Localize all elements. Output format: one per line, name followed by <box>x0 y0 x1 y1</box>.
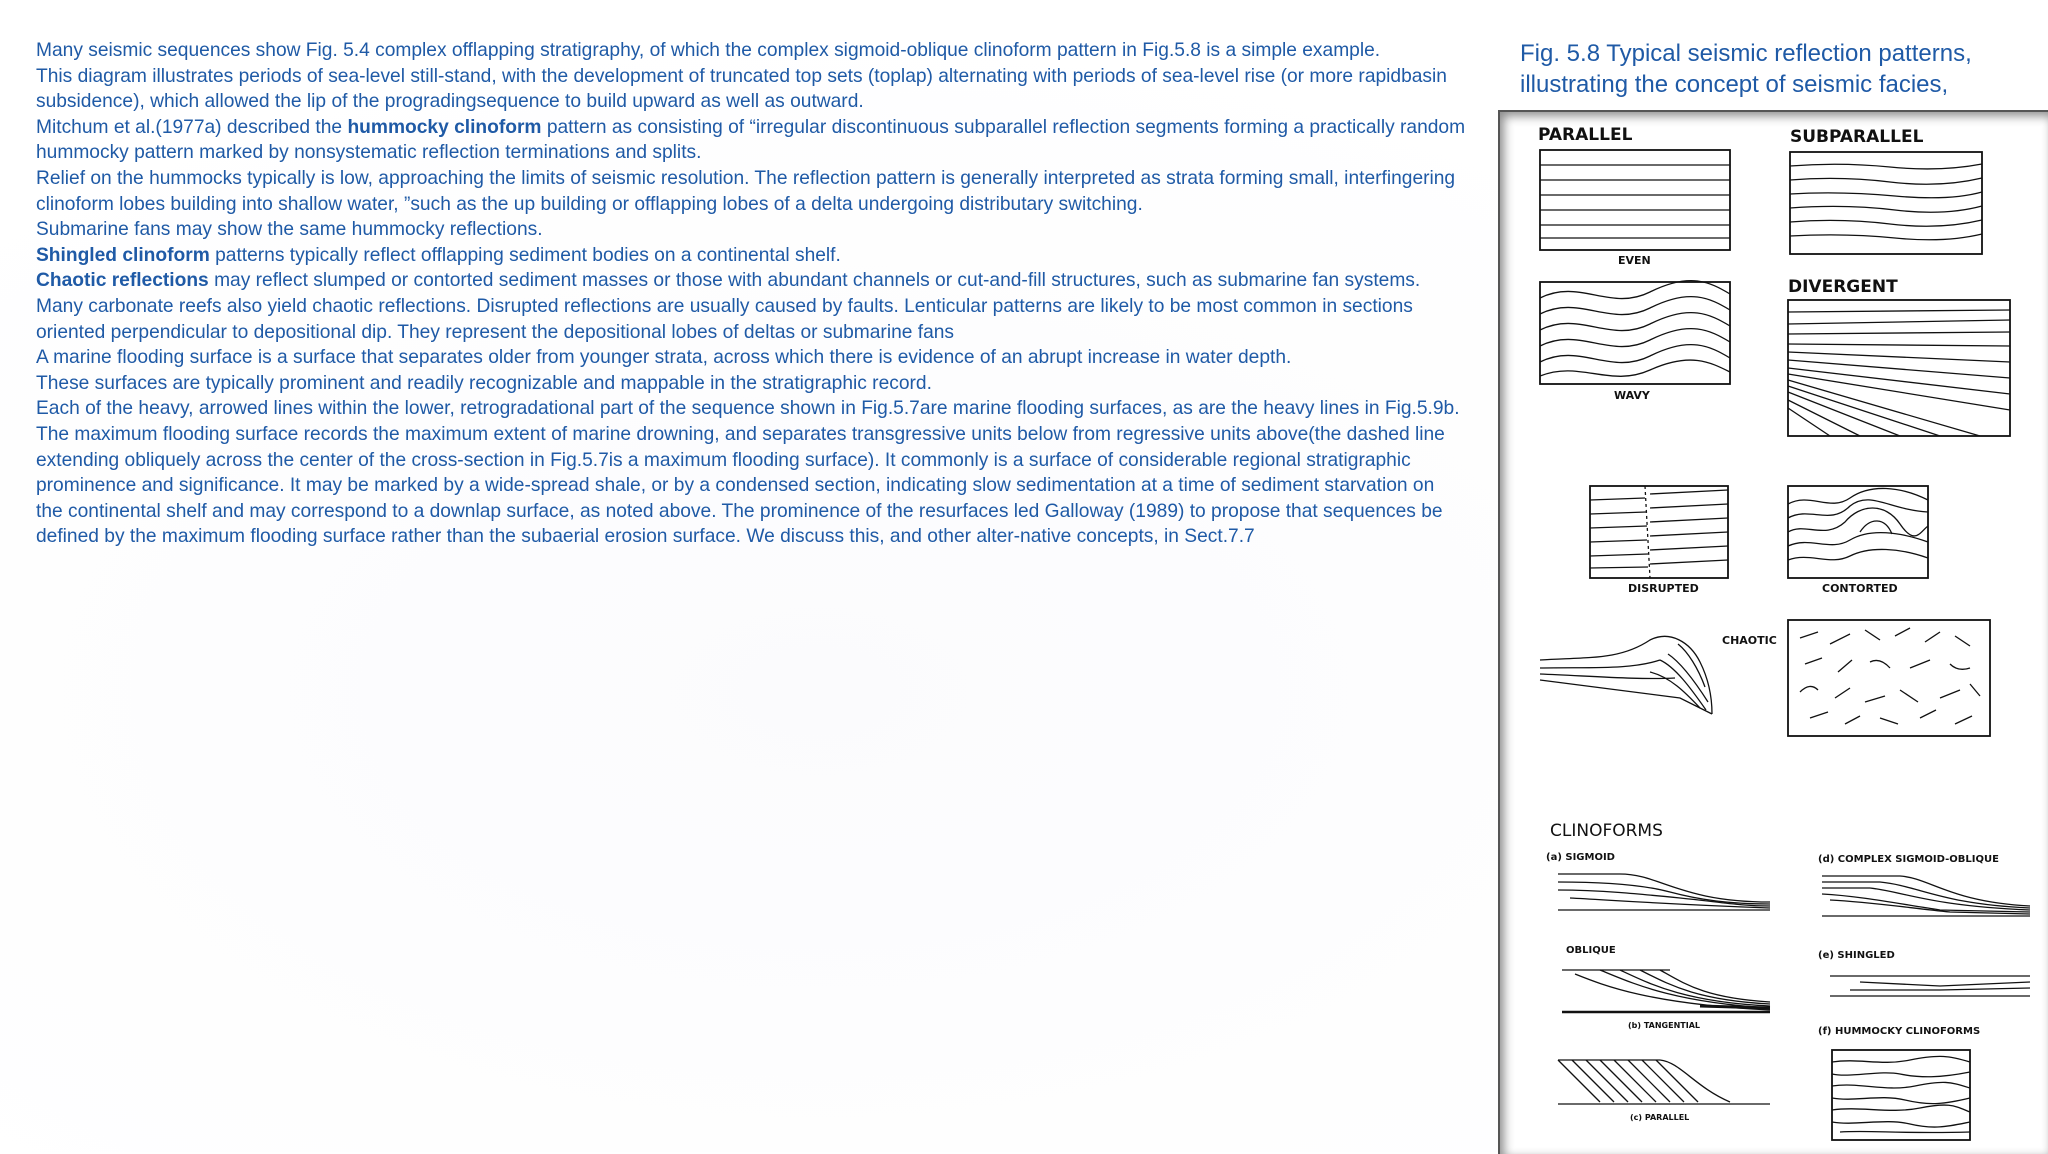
label-divergent: DIVERGENT <box>1788 277 1898 297</box>
figure-caption <box>1520 38 2020 100</box>
label-subparallel: SUBPARALLEL <box>1790 127 1924 147</box>
sigmoid-clinoform <box>1558 874 1770 910</box>
label-hummocky-clinoforms: (f) HUMMOCKY CLINOFORMS <box>1818 1026 1981 1037</box>
label-parallel-clinoform: (c) PARALLEL <box>1630 1113 1690 1122</box>
label-parallel: PARALLEL <box>1538 125 1633 145</box>
paragraph: This diagram illustrates periods of sea-level still-stand, with the development of truncated top sets (toplap) alternating with periods of sea-level rise (or more rapidbasin subsidence), which allowed the lip of the progradingsequence to build upward as well as outward. <box>36 65 1447 113</box>
label-clinoforms: CLINOFORMS <box>1550 821 1663 841</box>
paragraph: A marine flooding surface is a surface that separates older from younger strata, across which there is evidence of an abrupt increase in water depth. <box>36 347 1292 369</box>
paragraph: Each of the heavy, arrowed lines within the lower, retrogradational part of the sequence shown in Fig.5.7are marine flooding surfaces, as are the heavy lines in Fig.5.9b. The maximum flooding surface records the maximum extent of marine drowning, and separates transgressive units below from regressive units above(the dashed line extending obliquely across the center of the cross-section in Fig.5.7is a maximum flooding surface). It commonly is a surface of considerable regional stratigraphic prominence and significance. It may be marked by a wide-spread shale, or by a condensed section, indicating slow sedimentation at a time of sediment starvation on the continental shelf and may correspond to a downlap surface, as noted above. The prominence of the resurfaces led Galloway (1989) to propose that sequences be defined by the maximum flooding surface rather than the subaerial erosion surface. We discuss this, and other alter-native concepts, in Sect.7.7 <box>36 398 1460 548</box>
term-shingled-clinoform: Shingled clinoform <box>36 244 210 266</box>
chaotic-panel <box>1788 620 1990 736</box>
parallel-panel <box>1540 150 1730 250</box>
label-chaotic: CHAOTIC <box>1722 634 1777 647</box>
paragraph: Submarine fans may show the same hummocky reflections. <box>36 219 543 241</box>
label-shingled: (e) SHINGLED <box>1818 950 1895 961</box>
label-wavy: WAVY <box>1614 389 1650 402</box>
paragraph <box>36 115 1466 166</box>
text-run: pattern as consisting of “irregular discontinuous subparallel reflection segments forming a practically random hummocky pattern marked by nonsystematic reflection terminations and splits. <box>36 116 1466 164</box>
label-sigmoid: (a) SIGMOID <box>1546 852 1615 863</box>
caption-line: Fig. 5.8 Typical seismic reflection patterns, <box>1520 40 1972 67</box>
parallel-clinoform <box>1558 1060 1770 1104</box>
caption-line: illustrating the concept of seismic facies, <box>1520 71 1949 98</box>
label-even: EVEN <box>1618 254 1651 267</box>
label-complex-sigmoid-oblique: (d) COMPLEX SIGMOID-OBLIQUE <box>1818 854 1999 865</box>
term-chaotic-reflections: Chaotic reflections <box>36 270 209 292</box>
contorted-panel <box>1788 486 1928 578</box>
chaotic-slump-drawing <box>1540 636 1712 714</box>
shingled-clinoform <box>1830 976 2030 996</box>
disrupted-panel <box>1590 486 1728 578</box>
figure-drawing <box>1500 112 2046 1152</box>
seismic-facies-figure <box>1498 110 2048 1154</box>
label-disrupted: DISRUPTED <box>1628 582 1699 595</box>
label-tangential: (b) TANGENTIAL <box>1628 1021 1700 1030</box>
body-text <box>36 38 1466 550</box>
paragraph <box>36 268 1466 345</box>
label-oblique: OBLIQUE <box>1566 945 1616 956</box>
complex-sigmoid-oblique-clinoform <box>1822 876 2030 916</box>
label-contorted: CONTORTED <box>1822 582 1898 595</box>
subparallel-panel <box>1790 152 1982 254</box>
paragraph <box>36 243 1466 269</box>
wavy-panel <box>1540 281 1730 384</box>
oblique-tangential-clinoform <box>1562 970 1770 1012</box>
text-run: may reflect slumped or contorted sediment masses or those with abundant channels or cut-and-fill structures, such as submarine fan systems. Many carbonate reefs also yield chaotic reflections. Disrupted reflections are usually caused by faults. Lenticular patterns are likely to be most common in sections oriented perpendicular to depositional dip. They represent the depositional lobes of deltas or submarine fans <box>36 270 1421 343</box>
paragraph: Many seismic sequences show Fig. 5.4 complex offlapping stratigraphy, of which the complex sigmoid-oblique clinoform pattern in Fig.5.8 is a simple example. <box>36 40 1381 61</box>
text-run: Mitchum et al.(1977a) described the <box>36 116 348 138</box>
paragraph: Relief on the hummocks typically is low, approaching the limits of seismic resolution. The reflection pattern is generally interpreted as strata forming small, interfingering clinoform lobes building into shallow water, ”such as the up building or offlapping lobes of a delta undergoing distributary switching. <box>36 167 1456 215</box>
term-hummocky-clinoform: hummocky clinoform <box>347 116 542 138</box>
text-run: patterns typically reflect offlapping sediment bodies on a continental shelf. <box>209 244 841 266</box>
paragraph: These surfaces are typically prominent and readily recognizable and mappable in the stratigraphic record. <box>36 372 932 394</box>
hummocky-clinoform <box>1832 1050 1970 1140</box>
divergent-panel <box>1788 300 2010 436</box>
